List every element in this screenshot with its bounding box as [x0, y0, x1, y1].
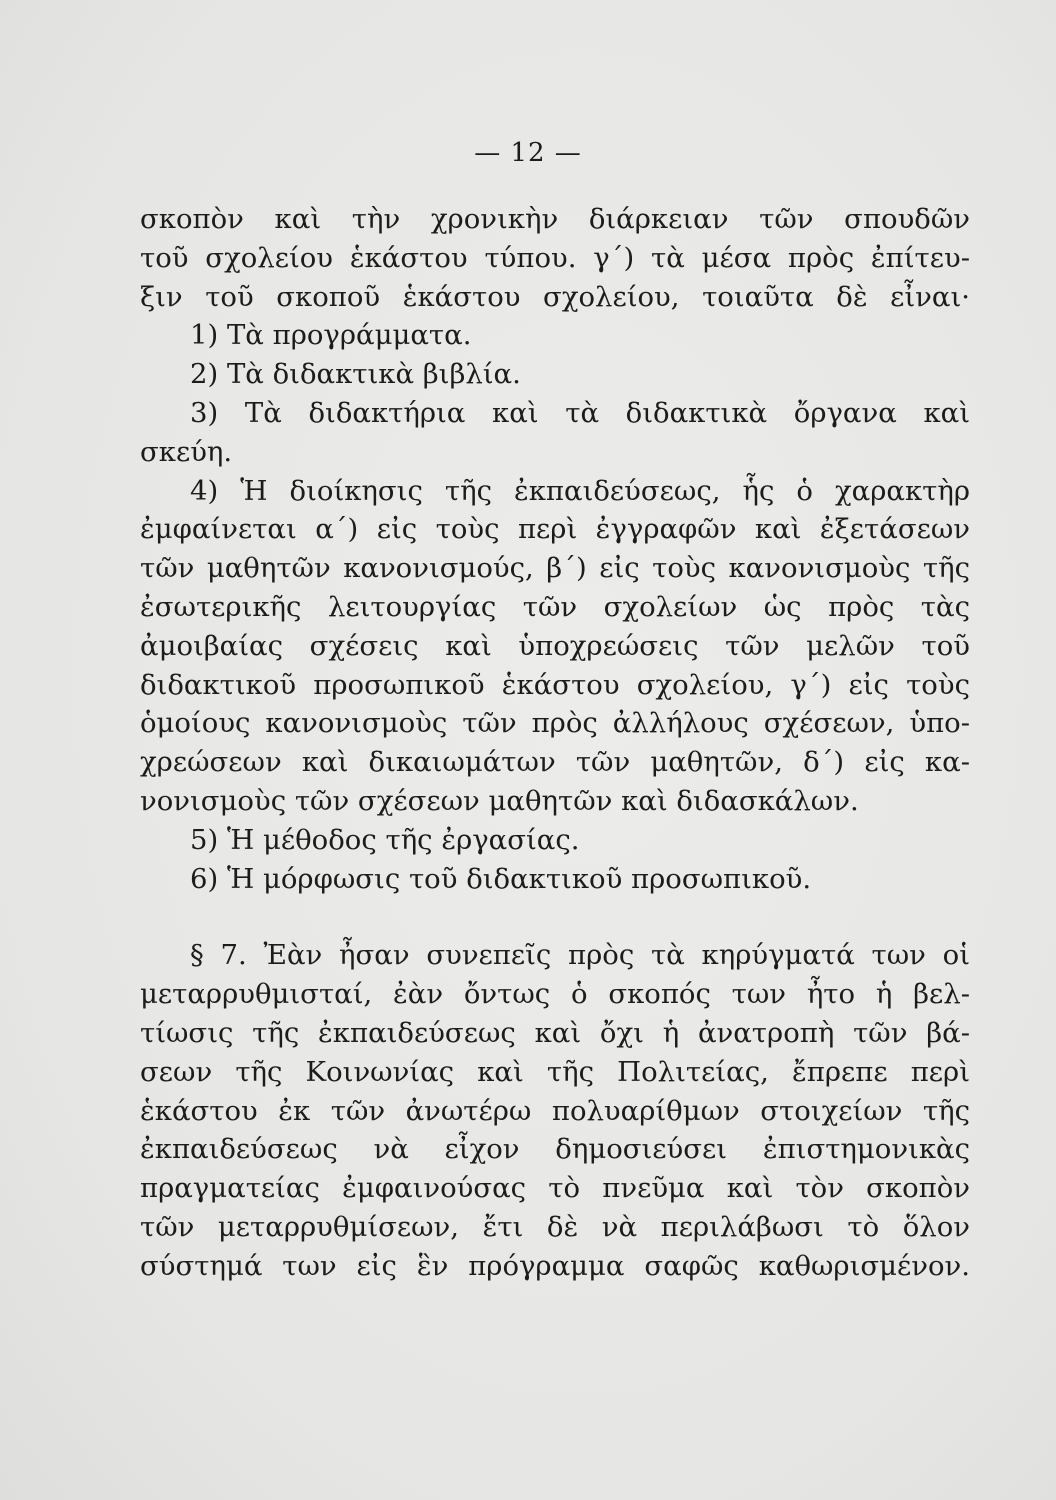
text-line: ἐκπαιδεύσεως νὰ εἶχον δημοσιεύσει ἐπιστημονικὰς — [140, 1133, 970, 1166]
text-line: ἑκάστου ἐκ τῶν ἀνωτέρω πολυαρίθμων στοιχείων τῆς — [140, 1094, 970, 1127]
list-item-method: 5) Ἡ μέθοδος τῆς ἐργασίας. — [190, 823, 580, 856]
text-line: διδακτικοῦ προσωπικοῦ ἑκάστου σχολείου, γ´) εἰς τοὺς — [140, 668, 970, 701]
text-line: σκοπὸν καὶ τὴν χρονικὴν διάρκειαν τῶν σπουδῶν — [140, 203, 970, 235]
text-line: τῶν μαθητῶν κανονισμούς, β´) εἰς τοὺς κανονισμοὺς τῆς — [140, 552, 970, 585]
text-line: τίωσις τῆς ἐκπαιδεύσεως καὶ ὄχι ἡ ἀνατροπὴ τῶν βά- — [140, 1016, 970, 1049]
text-line: ξιν τοῦ σκοποῦ ἑκάστου σχολείου, τοιαῦτα δὲ εἶναι· — [140, 280, 970, 313]
text-line: σκεύη. — [140, 435, 233, 468]
text-line: τοῦ σχολείου ἑκάστου τύπου. γ´) τὰ μέσα πρὸς ἐπίτευ- — [140, 241, 970, 274]
text-line: πραγματείας ἐμφαινούσας τὸ πνεῦμα καὶ τὸν σκοπὸν — [140, 1172, 970, 1205]
paragraph-gap — [140, 898, 970, 936]
section-7-heading-line: § 7. Ἐὰν ἦσαν συνεπεῖς πρὸς τὰ κηρύγματά των οἱ — [190, 939, 970, 972]
text-line: χρεώσεων καὶ δικαιωμάτων τῶν μαθητῶν, δ´) εἰς κα- — [140, 746, 970, 779]
text-line: σεων τῆς Κοινωνίας καὶ τῆς Πολιτείας, ἔπρεπε περὶ — [140, 1055, 970, 1088]
list-item-buildings: 3) Τὰ διδακτήρια καὶ τὰ διδακτικὰ ὄργανα καὶ — [190, 396, 970, 429]
text-line: μεταρρυθμισταί, ἐὰν ὄντως ὁ σκοπός των ἦτο ἡ βελ- — [140, 978, 970, 1011]
list-item-books: 2) Τὰ διδακτικὰ βιβλία. — [190, 358, 521, 391]
page-number: — 12 — — [474, 138, 582, 168]
list-item-programs: 1) Τὰ προγράμματα. — [190, 319, 472, 352]
text-line: σύστημά των εἰς ἓν πρόγραμμα σαφῶς καθωρισμένον. — [140, 1249, 970, 1282]
list-item-training: 6) Ἡ μόρφωσις τοῦ διδακτικοῦ προσωπικοῦ. — [190, 862, 812, 895]
text-line: ἀμοιβαίας σχέσεις καὶ ὑποχρεώσεις τῶν μελῶν τοῦ — [140, 629, 970, 662]
text-line: νονισμοὺς τῶν σχέσεων μαθητῶν καὶ διδασκάλων. — [140, 784, 859, 817]
body-text — [140, 200, 970, 1286]
text-line: ἐσωτερικῆς λειτουργίας τῶν σχολείων ὡς πρὸς τὰς — [140, 590, 970, 623]
text-line: ὁμοίους κανονισμοὺς τῶν πρὸς ἀλλήλους σχέσεων, ὑπο- — [140, 707, 970, 740]
text-line: ἐμφαίνεται α´) εἰς τοὺς περὶ ἐγγραφῶν καὶ ἐξετάσεων — [140, 513, 970, 546]
text-line: τῶν μεταρρυθμίσεων, ἔτι δὲ νὰ περιλάβωσι τὸ ὅλον — [140, 1210, 970, 1243]
list-item-administration: 4) Ἡ διοίκησις τῆς ἐκπαιδεύσεως, ἧς ὁ χαρακτὴρ — [190, 474, 970, 507]
